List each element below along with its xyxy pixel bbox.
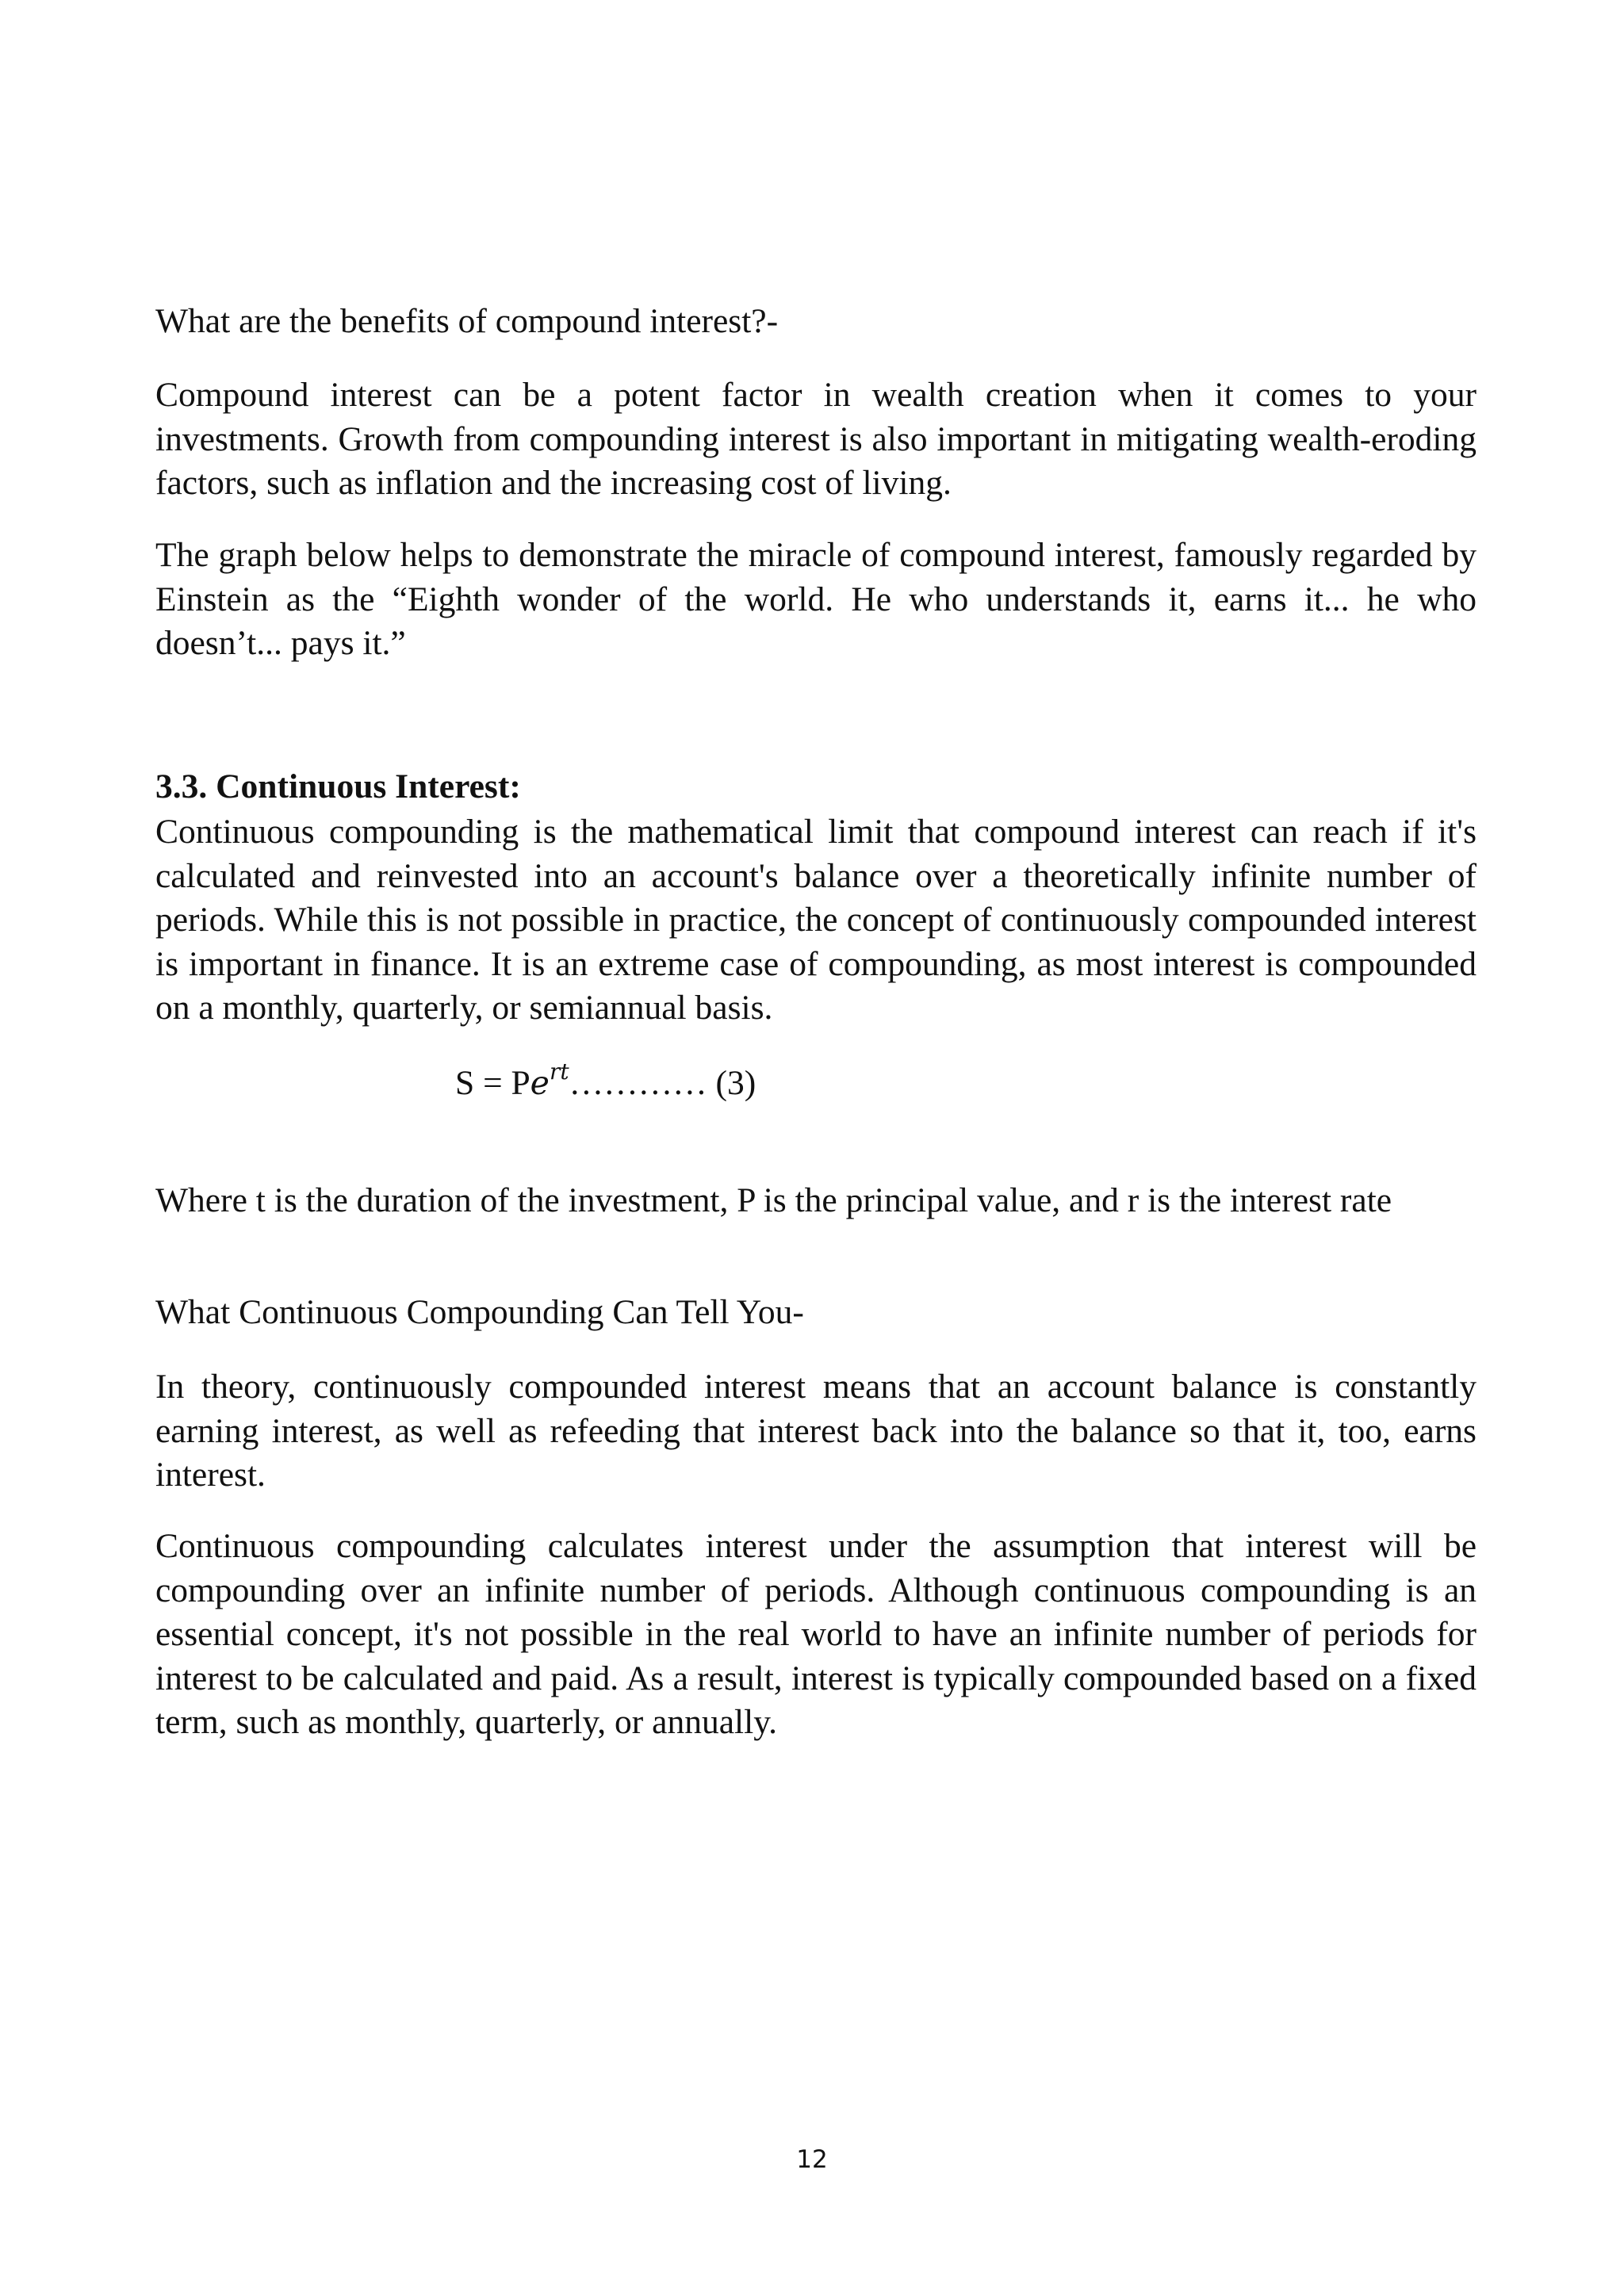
variables-definition: Where t is the duration of the investment, P is the principal value, and r is the interest rate (155, 1181, 1392, 1219)
equation-base: e (530, 1064, 550, 1102)
benefits-question: What are the benefits of compound interest?- (155, 302, 779, 340)
equation-lhs: S = P (455, 1064, 530, 1102)
graph-intro-paragraph: The graph below helps to demonstrate the miracle of compound interest, famously regarded by Einstein as the “Eighth wonder of the world. He who understands it, earns it... he who doesn’t... pays it.” (155, 536, 1477, 662)
page-number: 12 (796, 2145, 828, 2174)
equation-number: ………… (3) (569, 1064, 756, 1102)
subheading-tell-you: What Continuous Compounding Can Tell You- (155, 1293, 804, 1331)
continuous-interest-paragraph: Continuous compounding is the mathematical limit that compound interest can reach if it's calculated and reinvested into an account's balance over a theoretically infinite number of periods. While this is not possible in practice, the concept of continuously compounded interest is important in finance. It is an extreme case of compounding, as most interest is compounded on a monthly, quarterly, or semiannual basis. (155, 813, 1477, 1027)
benefits-paragraph: Compound interest can be a potent factor in wealth creation when it comes to your investments. Growth from compounding interest is also important in mitigating wealth-eroding factors, such as inflation and the increasing cost of living. (155, 376, 1477, 502)
equation-continuous-compounding (455, 1059, 756, 1111)
section-heading-continuous-interest: 3.3. Continuous Interest: (155, 767, 521, 806)
equation-exponent: rt (549, 1058, 569, 1085)
assumption-paragraph: Continuous compounding calculates interest under the assumption that interest will be compounding over an infinite number of periods. Although continuous compounding is an essential concept, it's not possible in the real world to have an infinite number of periods for interest to be calculated and paid. As a result, interest is typically compounded based on a fixed term, such as monthly, quarterly, or annually. (155, 1527, 1477, 1741)
theory-paragraph: In theory, continuously compounded interest means that an account balance is constantly earning interest, as well as refeeding that interest back into the balance so that it, too, earns interest. (155, 1368, 1477, 1494)
